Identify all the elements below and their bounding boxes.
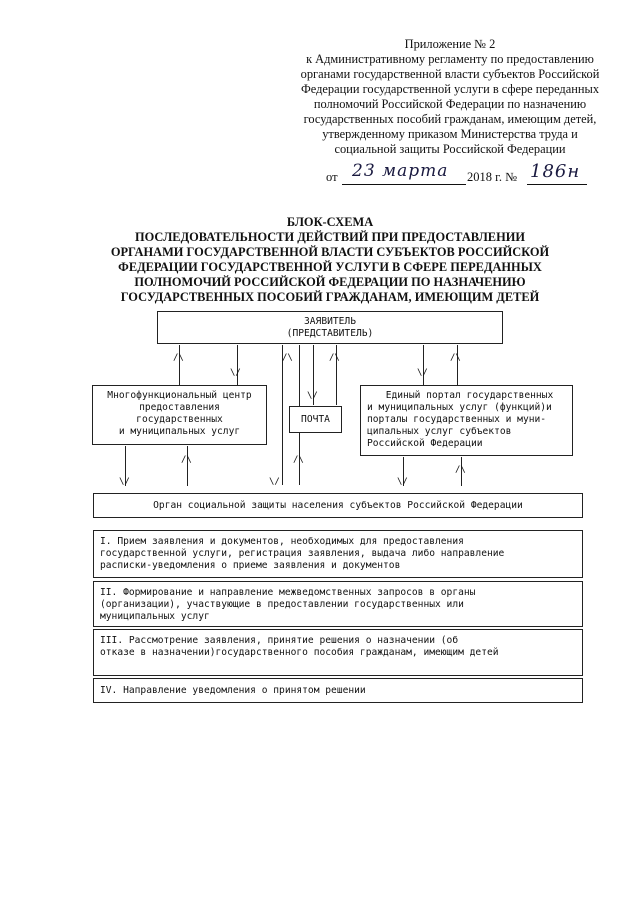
handwritten-date: 23 марта: [352, 161, 449, 181]
arrow-up-icon: /\: [173, 353, 184, 363]
arrow-up-icon: /\: [329, 353, 340, 363]
arrow-down-icon: \/: [119, 477, 130, 487]
title-line: ПОСЛЕДОВАТЕЛЬНОСТИ ДЕЙСТВИЙ ПРИ ПРЕДОСТАВЛЕНИИ: [135, 230, 525, 244]
mfc-label-line: предоставления: [139, 402, 220, 413]
stage-text-line: (организации), участвующие в предоставлении государственных или: [100, 599, 464, 610]
arrow-up-icon: /\: [181, 455, 192, 465]
stage-text-line: IV. Направление уведомления о принятом решении: [100, 685, 366, 696]
arrow-up-icon: /\: [293, 455, 304, 465]
arrow-down-icon: \/: [397, 477, 408, 487]
connector-line: [423, 345, 424, 385]
connector-line: [187, 446, 188, 486]
connector-line: [282, 345, 283, 485]
title-line: ПОЛНОМОЧИЙ РОССИЙСКОЙ ФЕДЕРАЦИИ ПО НАЗНАЧЕНИЮ: [134, 275, 526, 289]
header-line: органами государственной власти субъектов Российской: [300, 67, 600, 81]
title-line: ГОСУДАРСТВЕННЫХ ПОСОБИЙ ГРАЖДАНАМ, ИМЕЮЩИМ ДЕТЕЙ: [120, 290, 540, 304]
arrow-up-icon: /\: [282, 353, 293, 363]
stage-text-line: отказе в назначении)государственного пособия гражданам, имеющим детей: [100, 647, 499, 658]
header-line: к Административному регламенту по предоставлению: [306, 52, 594, 66]
applicant-sublabel: (ПРЕДСТАВИТЕЛЬ): [286, 328, 374, 339]
portal-label-line: порталы государственных и муни-: [367, 414, 547, 425]
stage-box-4: [93, 678, 583, 703]
arrow-down-icon: \/: [307, 391, 318, 401]
post-box: [289, 406, 342, 433]
header-line: полномочий Российской Федерации по назначению: [313, 97, 587, 111]
number-underline: [527, 184, 587, 185]
title-line: БЛОК-СХЕМА: [286, 215, 374, 229]
header-line: государственных пособий гражданам, имеющим детей,: [303, 112, 597, 126]
connector-line: [179, 345, 180, 385]
arrow-down-icon: \/: [417, 368, 428, 378]
organ-box: [93, 493, 583, 518]
arrow-down-icon: \/: [269, 477, 280, 487]
connector-line: [457, 345, 458, 385]
mfc-box: [92, 385, 267, 445]
post-label: ПОЧТА: [301, 414, 330, 425]
arrow-down-icon: \/: [230, 368, 241, 378]
stage-box-1: [93, 530, 583, 578]
stage-box-2: [93, 581, 583, 627]
date-underline: [342, 184, 466, 185]
portal-label-line: Российской Федерации: [367, 438, 483, 449]
arrow-up-icon: /\: [450, 353, 461, 363]
stage-text-line: II. Формирование и направление межведомственных запросов в органы: [100, 587, 476, 598]
title-line: ОРГАНАМИ ГОСУДАРСТВЕННОЙ ВЛАСТИ СУБЪЕКТОВ РОССИЙСКОЙ: [110, 245, 550, 259]
stage-box-3: [93, 629, 583, 676]
portal-label-line: Единый портал государственных: [385, 390, 554, 401]
title-line: ФЕДЕРАЦИИ ГОСУДАРСТВЕННОЙ УСЛУГИ В СФЕРЕ ПЕРЕДАННЫХ: [118, 260, 542, 274]
portal-box: [360, 385, 573, 456]
stage-text-line: государственной услуги, регистрация заявления, выдача либо направление: [100, 548, 505, 559]
mfc-label-line: государственных: [136, 414, 223, 425]
stage-text-line: расписки-уведомления о приеме заявления и документов: [100, 560, 401, 571]
stage-text-line: III. Рассмотрение заявления, принятие решения о назначении (об: [100, 635, 459, 646]
appendix-number: Приложение № 2: [404, 37, 496, 51]
applicant-box: [157, 311, 503, 344]
applicant-label: ЗАЯВИТЕЛЬ: [304, 316, 356, 327]
arrow-up-icon: /\: [455, 465, 466, 475]
header-line: Федерации государственной услуги в сфере переданных: [300, 82, 600, 96]
year-number-text: 2018 г. №: [467, 170, 518, 184]
stage-text-line: I. Прием заявления и документов, необходимых для предоставления: [100, 536, 464, 547]
connector-line: [237, 345, 238, 385]
portal-label-line: ципальных услуг субъектов: [367, 426, 512, 437]
portal-label-line: и муниципальных услуг (функций)и: [367, 402, 552, 413]
organ-label: Орган социальной защиты населения субъектов Российской Федерации: [153, 500, 523, 511]
mfc-label-line: Многофункциональный центр: [107, 390, 252, 401]
header-line: социальной защиты Российской Федерации: [334, 142, 566, 156]
stage-text-line: муниципальных услуг: [100, 611, 210, 622]
header-line: утвержденному приказом Министерства труда и: [322, 127, 578, 141]
handwritten-number: 186н: [530, 161, 581, 182]
mfc-label-line: и муниципальных услуг: [118, 426, 241, 437]
date-prefix: от: [326, 170, 338, 184]
